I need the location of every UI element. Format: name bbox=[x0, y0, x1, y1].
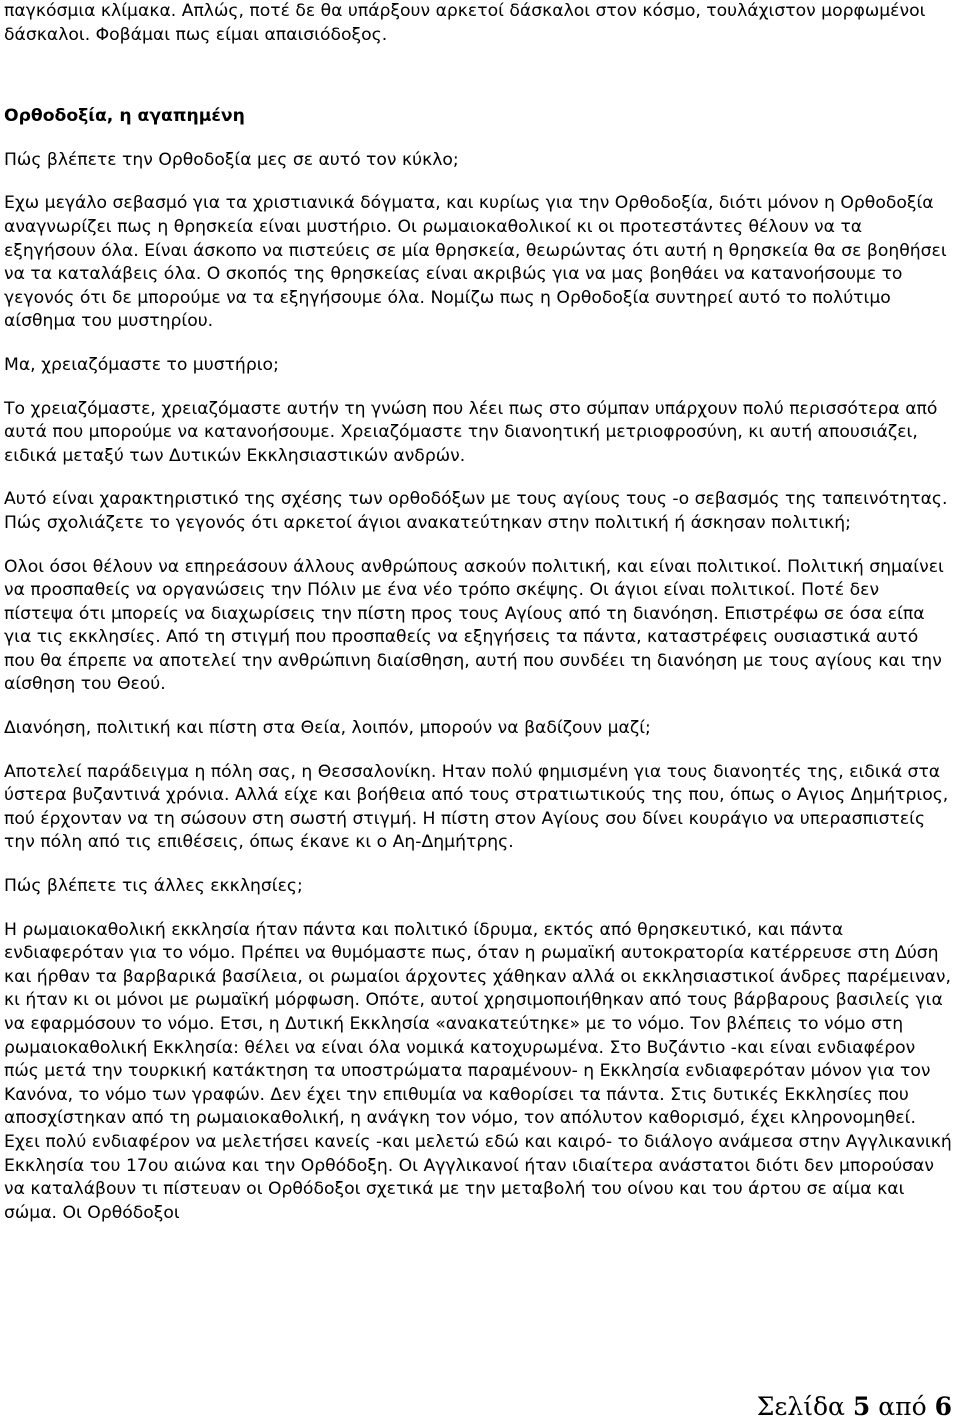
interview-question: Μα, χρειαζόμαστε το μυστήριο; bbox=[4, 354, 279, 375]
interview-question: Πώς βλέπετε την Ορθοδοξία μες σε αυτό τον κύκλο; bbox=[4, 149, 459, 170]
paragraph-continuation: παγκόσμια κλίμακα. Απλώς, ποτέ δε θα υπάρξουν αρκετοί δάσκαλοι στον κόσμο, τουλάχιστον μορφωμένοι δάσκαλοι. Φοβάμαι πως είμαι απαισιόδοξος. bbox=[4, 1, 926, 45]
page-of: από bbox=[878, 1392, 927, 1421]
interview-question: Διανόηση, πολιτική και πίστη στα Θεία, λοιπόν, μπορούν να βαδίζουν μαζί; bbox=[4, 718, 651, 739]
interview-answer: Αποτελεί παράδειγμα η πόλη σας, η Θεσσαλονίκη. Ηταν πολύ φημισμένη για τους διανοητές της, ειδικά στα ύστερα βυζαντινά χρόνια. Αλλά είχε και βοήθεια από τους στρατιωτικούς της που, όπως ο Αγιος Δημήτριος, πού έρχονταν να τη σώσουν στη σωστή στιγμή. Η πίστη στον Αγίους σου δίνει κουράγιο να υπερασπιστείς την πόλη από τις επιθέσεις, όπως έκανε κι ο Αη-Δημήτρης. bbox=[4, 761, 949, 853]
interview-answer: Η ρωμαιοκαθολική εκκλησία ήταν πάντα και πολιτικό ίδρυμα, εκτός από θρησκευτικό, και πάντα ενδιαφερόταν για το νόμο. Πρέπει να θυμόμαστε πως, όταν η ρωμαϊκή αυτοκρατορία κατέρρευσε στη Δύση και ήρθαν τα βαρβαρικά βασίλεια, οι ρωμαίοι άρχοντες χάθηκαν αλλά οι εκκλησιαστικοί άνδρες παρέμειναν, κι ήταν κι οι μόνοι με ρωμαϊκή μόρφωση. Οπότε, αυτοί χρησιμοποιήθηκαν από τους βάρβαρους βασιλείς για να εφαρμόσουν το νόμο. Ετσι, η Δυτική Εκκλησία «ανακατεύτηκε» με το νόμο. Τον βλέπεις το νόμο στη ρωμαιοκαθολική Εκκλησία: θέλει να είναι όλα νομικά κατοχυρωμένα. Στο Βυζάντιο -και είναι ενδιαφέρον πώς μετά την τουρκική κατάκτηση τα υποστρώματα παραμένουν- η Εκκλησία ενδιαφερόταν μόνον για τον Κανόνα, το νόμο των γραφών. Δεν έχει την επιθυμία να καθορίσει τα πάντα. Στις δυτικές Εκκλησίες που αποσχίστηκαν από τη ρωμαιοκαθολική, η ανάγκη τον νόμο, τον απόλυτον καθορισμό, έχει κληρονομηθεί. Εχει πολύ ενδιαφέρον να μελετήσει κανείς -και μελετώ εδώ και καιρό- το διάλογο ανάμεσα στην Αγγλικανική Εκκλησία του 17ου αιώνα και την Ορθόδοξη. Οι Αγγλικανοί ήταν ιδιαίτερα ανάστατοι διότι δεν μπορούσαν να καταλάβουν τι πίστευαν οι Ορθόδοξοι σχετικά με την μεταβολή του οίνου και του άρτου σε αίμα και σώμα. Οι Ορθόδοξοι bbox=[4, 919, 952, 1223]
interview-answer: Εχω μεγάλο σεβασμό για τα χριστιανικά δόγματα, και κυρίως για την Ορθοδοξία, διότι μόνον η Ορθοδοξία αναγνωρίζει πως η θρησκεία είναι μυστήριο. Οι ρωμαιοκαθολικοί κι οι προτεστάντες θέλουν να τα εξηγήσουν όλα. Είναι άσκοπο να πιστεύεις σε μία θρησκεία, θεωρώντας ότι αυτή η θρησκεία θα σε βοηθήσει να τα καταλάβεις όλα. Ο σκοπός της θρησκείας είναι ακριβώς για να μας βοηθάει να κατανοήσουμε το γεγονός ότι δε μπορούμε να τα εξηγήσουμε όλα. Νομίζω πως η Ορθοδοξία συντηρεί αυτό το πολύτιμο αίσθημα του μυστηρίου. bbox=[4, 193, 947, 332]
page-label: Σελίδα bbox=[756, 1392, 845, 1421]
page-current: 5 bbox=[852, 1392, 871, 1421]
interview-answer: Ολοι όσοι θέλουν να επηρεάσουν άλλους ανθρώπους ασκούν πολιτική, και είναι πολιτικοί. Πολιτική σημαίνει να προσπαθείς να οργανώσεις την Πόλιν με ένα νέο τρόπο σκέψης. Οι άγιοι είναι πολιτικοί. Ποτέ δεν πίστεψα ότι μπορείς να διαχωρίσεις την πίστη προς τους Αγίους από τη διανόηση. Επιστρέφω σε όσα είπα για τις εκκλησίες. Από τη στιγμή που προσπαθείς να εξηγήσεις τα πάντα, καταστρέφεις ουσιαστικά αυτό που θα έπρεπε να αποτελεί την ανθρώπινη διαίσθηση, αυτή που συνδέει τη διανόηση με τους αγίους και την αίσθηση του Θεού. bbox=[4, 556, 944, 695]
section-heading: Ορθοδοξία, η αγαπημένη bbox=[4, 106, 245, 127]
document-page bbox=[4, 0, 952, 1225]
interview-answer: Το χρειαζόμαστε, χρειαζόμαστε αυτήν τη γνώση που λέει πως στο σύμπαν υπάρχουν πολύ περισσότερα από αυτά που μπορούμε να κατανοήσουμε. Χρειαζόμαστε την διανοητική μετριοφροσύνη, κι αυτή απουσιάζει, ειδικά μεταξύ των Δυτικών Εκκλησιαστικών ανδρών. bbox=[4, 398, 938, 466]
page-total: 6 bbox=[934, 1392, 952, 1421]
page-number bbox=[757, 1392, 952, 1422]
interview-question: Αυτό είναι χαρακτηριστικό της σχέσης των ορθοδόξων με τους αγίους τους -ο σεβασμός της ταπεινότητας. Πώς σχολιάζετε το γεγονός ότι αρκετοί άγιοι ανακατεύτηκαν στην πολιτική ή άσκησαν πολιτική; bbox=[4, 489, 948, 533]
interview-question: Πώς βλέπετε τις άλλες εκκλησίες; bbox=[4, 876, 303, 897]
